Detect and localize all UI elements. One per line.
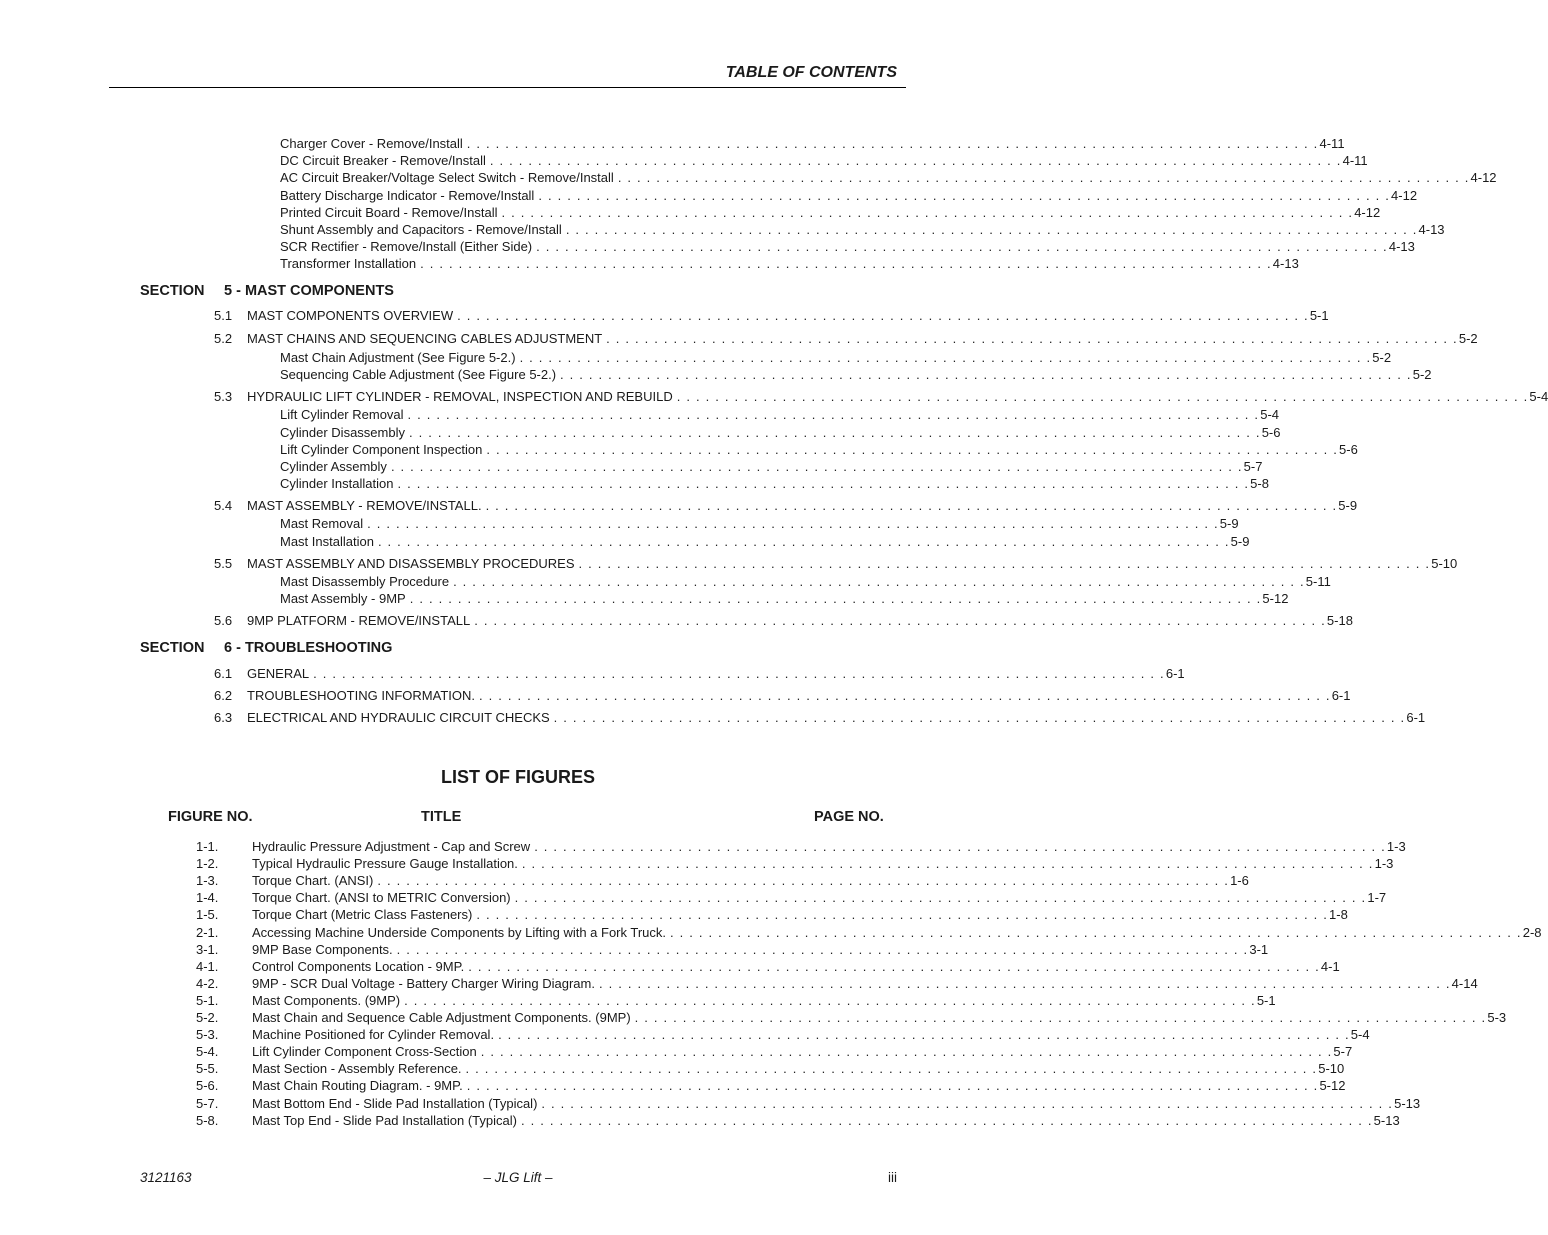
entry-title: Mast Chain Adjustment (See Figure 5-2.) — [280, 350, 516, 365]
figure-entry[interactable] — [196, 975, 1478, 994]
toc-subentry[interactable] — [280, 222, 1445, 240]
entry-title: Transformer Installation — [280, 256, 417, 271]
entry-number: 5.5 — [214, 556, 233, 571]
entry-number: 1-1. — [196, 839, 219, 854]
entry-title: Lift Cylinder Component Inspection — [280, 442, 483, 457]
entry-page: 5-4 — [1529, 389, 1548, 404]
toc-entry[interactable] — [214, 613, 1353, 631]
entry-page: 4-13 — [1272, 256, 1299, 271]
entry-number: 1-5. — [196, 907, 219, 923]
figure-entry[interactable] — [196, 1010, 1507, 1028]
dot-leader: . . . . . . . . . . . . . . . . . . . . . . . . . . . . . . . . . . . . . . . . . . . . . . . . . . . . . . . . . . . . . . . . . . . . . . . . . . . . . . . . . . . . . . . . . — [480, 1044, 1333, 1060]
entry-title: Mast Bottom End - Slide Pad Installation (Typical) — [252, 1095, 538, 1111]
entry-page: 4-1 — [1320, 958, 1340, 974]
figure-entry[interactable] — [196, 1061, 1345, 1079]
header-divider — [109, 87, 906, 88]
figure-entry[interactable] — [196, 941, 1269, 960]
dot-leader: . . . . . . . . . . . . . . . . . . . . . . . . . . . . . . . . . . . . . . . . . . . . . . . . . . . . . . . . . . . . . . . . . . . . . . . . . . . . . . . . . . . . . . . . . — [560, 367, 1412, 382]
entry-page: 5-6 — [1261, 425, 1281, 440]
entry-number: 5-3. — [196, 1027, 219, 1043]
entry-title: Hydraulic Pressure Adjustment - Cap and Screw — [252, 839, 531, 854]
entry-title: ELECTRICAL AND HYDRAULIC CIRCUIT CHECKS — [247, 710, 550, 725]
entry-title: AC Circuit Breaker/Voltage Select Switch - Remove/Install — [280, 170, 614, 185]
entry-title: Cylinder Assembly — [280, 459, 387, 474]
entry-title: SCR Rectifier - Remove/Install (Either Side) — [280, 239, 533, 254]
entry-title: Torque Chart. (ANSI) — [252, 873, 374, 889]
header-title: TABLE OF CONTENTS — [725, 64, 897, 81]
entry-title: Machine Positioned for Cylinder Removal. — [252, 1027, 495, 1043]
toc-entry[interactable] — [214, 556, 1458, 574]
toc-entry[interactable] — [214, 688, 1351, 706]
toc-subentry[interactable] — [280, 516, 1239, 534]
entry-number: 1-4. — [196, 890, 219, 906]
figure-entry[interactable] — [196, 873, 1249, 891]
entry-number: 6.3 — [214, 710, 233, 725]
toc-subentry[interactable] — [280, 170, 1497, 188]
entry-page: 4-12 — [1354, 205, 1381, 220]
toc-entry[interactable] — [214, 308, 1329, 326]
dot-leader: . . . . . . . . . . . . . . . . . . . . . . . . . . . . . . . . . . . . . . . . . . . . . . . . . . . . . . . . . . . . . . . . . . . . . . . . . . . . . . . . . . . . . . . . . — [474, 613, 1326, 628]
entry-page: 5-13 — [1394, 1095, 1421, 1111]
toc-subentry[interactable] — [280, 367, 1432, 385]
entry-page: 4-12 — [1391, 188, 1418, 203]
entry-page: 4-13 — [1418, 222, 1445, 237]
dot-leader: . . . . . . . . . . . . . . . . . . . . . . . . . . . . . . . . . . . . . . . . . . . . . . . . . . . . . . . . . . . . . . . . . . . . . . . . . . . . . . . . . . . . . . . . . — [420, 256, 1272, 271]
dot-leader: . . . . . . . . . . . . . . . . . . . . . . . . . . . . . . . . . . . . . . . . . . . . . . . . . . . . . . . . . . . . . . . . . . . . . . . . . . . . . . . . . . . . . . . . . — [465, 1061, 1318, 1077]
entry-title: MAST COMPONENTS OVERVIEW — [247, 308, 454, 323]
entry-number: 5-1. — [196, 992, 219, 1008]
figure-entry[interactable] — [196, 958, 1340, 977]
entry-page: 5-12 — [1262, 591, 1289, 606]
entry-title: Typical Hydraulic Pressure Gauge Installation. — [252, 856, 518, 872]
dot-leader: . . . . . . . . . . . . . . . . . . . . . . . . . . . . . . . . . . . . . . . . . . . . . . . . . . . . . . . . . . . . . . . . . . . . . . . . . . . . . . . . . . . . . . . . . — [485, 498, 1338, 513]
dot-leader: . . . . . . . . . . . . . . . . . . . . . . . . . . . . . . . . . . . . . . . . . . . . . . . . . . . . . . . . . . . . . . . . . . . . . . . . . . . . . . . . . . . . . . . . . — [553, 710, 1406, 725]
entry-page: 5-1 — [1309, 308, 1329, 323]
dot-leader: . . . . . . . . . . . . . . . . . . . . . . . . . . . . . . . . . . . . . . . . . . . . . . . . . . . . . . . . . . . . . . . . . . . . . . . . . . . . . . . . . . . . . . . . . — [408, 425, 1261, 440]
entry-title: MAST ASSEMBLY - REMOVE/INSTALL. — [247, 498, 482, 513]
entry-page: 5-2 — [1412, 367, 1432, 382]
section-6-heading[interactable] — [140, 640, 392, 656]
entry-title: DC Circuit Breaker - Remove/Install — [280, 153, 486, 168]
entry-title: Cylinder Disassembly — [280, 425, 405, 440]
entry-page: 5-4 — [1260, 407, 1280, 422]
dot-leader: . . . . . . . . . . . . . . . . . . . . . . . . . . . . . . . . . . . . . . . . . . . . . . . . . . . . . . . . . . . . . . . . . . . . . . . . . . . . . . . . . . . . . . . . . — [397, 476, 1250, 491]
entry-title: Sequencing Cable Adjustment (See Figure 5-2.) — [280, 367, 557, 382]
entry-page: 5-18 — [1326, 613, 1353, 628]
dot-leader: . . . . . . . . . . . . . . . . . . . . . . . . . . . . . . . . . . . . . . . . . . . . . . . . . . . . . . . . . . . . . . . . . . . . . . . . . . . . . . . . . . . . . . . . . — [453, 574, 1305, 589]
entry-title: Mast Chain Routing Diagram. - 9MP. — [252, 1078, 463, 1094]
dot-leader: . . . . . . . . . . . . . . . . . . . . . . . . . . . . . . . . . . . . . . . . . . . . . . . . . . . . . . . . . . . . . . . . . . . . . . . . . . . . . . . . . . . . . . . . . — [377, 534, 1230, 549]
entry-page: 5-7 — [1243, 459, 1263, 474]
entry-page: 5-8 — [1250, 476, 1269, 491]
entry-page: 1-3 — [1374, 856, 1394, 872]
entry-page: 5-12 — [1319, 1078, 1346, 1094]
section-title: 6 - TROUBLESHOOTING — [224, 640, 393, 656]
entry-title: 9MP Base Components. — [252, 941, 393, 957]
figure-entry[interactable] — [196, 992, 1276, 1011]
entry-number: 1-2. — [196, 856, 219, 872]
toc-subentry[interactable] — [280, 442, 1358, 460]
entry-page: 5-1 — [1256, 992, 1276, 1008]
page-number: iii — [888, 1170, 897, 1185]
entry-number: 1-3. — [196, 873, 219, 889]
section-5-heading[interactable] — [140, 283, 394, 299]
entry-number: 5-6. — [196, 1078, 219, 1094]
dot-leader: . . . . . . . . . . . . . . . . . . . . . . . . . . . . . . . . . . . . . . . . . . . . . . . . . . . . . . . . . . . . . . . . . . . . . . . . . . . . . . . . . . . . . . . . . — [676, 389, 1529, 404]
toc-subentry[interactable] — [280, 425, 1281, 443]
dot-leader: . . . . . . . . . . . . . . . . . . . . . . . . . . . . . . . . . . . . . . . . . . . . . . . . . . . . . . . . . . . . . . . . . . . . . . . . . . . . . . . . . . . . . . . . . — [520, 1112, 1373, 1128]
section-word: SECTION — [140, 283, 205, 299]
entry-number: 5.2 — [214, 331, 233, 346]
dot-leader: . . . . . . . . . . . . . . . . . . . . . . . . . . . . . . . . . . . . . . . . . . . . . . . . . . . . . . . . . . . . . . . . . . . . . . . . . . . . . . . . . . . . . . . . . — [501, 205, 1354, 220]
figure-entry[interactable] — [196, 924, 1542, 943]
toc-entry[interactable] — [214, 666, 1185, 684]
toc-entry[interactable] — [214, 710, 1426, 728]
entry-title: Torque Chart. (ANSI to METRIC Conversion) — [252, 890, 511, 906]
entry-number: 3-1. — [196, 941, 219, 957]
entry-number: 6.1 — [214, 666, 233, 681]
entry-title: GENERAL — [247, 666, 310, 681]
toc-subentry[interactable] — [280, 476, 1269, 494]
toc-subentry[interactable] — [280, 534, 1250, 552]
entry-page: 5-3 — [1487, 1010, 1507, 1025]
entry-page: 5-6 — [1339, 442, 1358, 457]
toc-subentry[interactable] — [280, 136, 1345, 154]
dot-leader: . . . . . . . . . . . . . . . . . . . . . . . . . . . . . . . . . . . . . . . . . . . . . . . . . . . . . . . . . . . . . . . . . . . . . . . . . . . . . . . . . . . . . . . . . — [617, 170, 1470, 185]
entry-title: Mast Removal — [280, 516, 364, 531]
entry-title: 9MP - SCR Dual Voltage - Battery Charger Wiring Diagram. — [252, 975, 595, 991]
entry-title: 9MP PLATFORM - REMOVE/INSTALL — [247, 613, 471, 628]
entry-page: 4-13 — [1388, 239, 1415, 254]
entry-title: Lift Cylinder Removal — [280, 407, 404, 422]
entry-title: HYDRAULIC LIFT CYLINDER - REMOVAL, INSPECTION AND REBUILD — [247, 389, 673, 404]
section-title: 5 - MAST COMPONENTS — [224, 283, 394, 299]
entry-page: 4-14 — [1451, 975, 1478, 991]
toc-subentry[interactable] — [280, 205, 1381, 223]
dot-leader: . . . . . . . . . . . . . . . . . . . . . . . . . . . . . . . . . . . . . . . . . . . . . . . . . . . . . . . . . . . . . . . . . . . . . . . . . . . . . . . . . . . . . . . . . — [565, 222, 1418, 237]
entry-number: 4-2. — [196, 975, 219, 991]
dot-leader: . . . . . . . . . . . . . . . . . . . . . . . . . . . . . . . . . . . . . . . . . . . . . . . . . . . . . . . . . . . . . . . . . . . . . . . . . . . . . . . . . . . . . . . . . — [466, 136, 1319, 151]
entry-page: 5-9 — [1230, 534, 1250, 549]
entry-number: 5.3 — [214, 389, 233, 404]
entry-page: 6-1 — [1331, 688, 1351, 703]
entry-page: 5-9 — [1219, 516, 1239, 531]
entry-title: Mast Assembly - 9MP — [280, 591, 406, 606]
entry-page: 4-11 — [1342, 153, 1368, 168]
entry-title: Mast Disassembly Procedure — [280, 574, 450, 589]
entry-page: 6-1 — [1406, 710, 1426, 725]
entry-title: Lift Cylinder Component Cross-Section — [252, 1044, 477, 1060]
entry-page: 5-4 — [1350, 1027, 1370, 1043]
entry-number: 5.6 — [214, 613, 233, 628]
dot-leader: . . . . . . . . . . . . . . . . . . . . . . . . . . . . . . . . . . . . . . . . . . . . . . . . . . . . . . . . . . . . . . . . . . . . . . . . . . . . . . . . . . . . . . . . . — [521, 856, 1374, 872]
entry-number: 5-4. — [196, 1044, 219, 1060]
dot-leader: . . . . . . . . . . . . . . . . . . . . . . . . . . . . . . . . . . . . . . . . . . . . . . . . . . . . . . . . . . . . . . . . . . . . . . . . . . . . . . . . . . . . . . . . . — [606, 331, 1458, 346]
entry-title: Control Components Location - 9MP. — [252, 958, 465, 974]
dot-leader: . . . . . . . . . . . . . . . . . . . . . . . . . . . . . . . . . . . . . . . . . . . . . . . . . . . . . . . . . . . . . . . . . . . . . . . . . . . . . . . . . . . . . . . . . — [390, 459, 1243, 474]
entry-page: 5-13 — [1373, 1112, 1400, 1128]
dot-leader: . . . . . . . . . . . . . . . . . . . . . . . . . . . . . . . . . . . . . . . . . . . . . . . . . . . . . . . . . . . . . . . . . . . . . . . . . . . . . . . . . . . . . . . . . — [367, 516, 1219, 531]
figure-entry[interactable] — [196, 1078, 1346, 1096]
entry-page: 4-12 — [1470, 170, 1497, 185]
dot-leader: . . . . . . . . . . . . . . . . . . . . . . . . . . . . . . . . . . . . . . . . . . . . . . . . . . . . . . . . . . . . . . . . . . . . . . . . . . . . . . . . . . . . . . . . . — [409, 591, 1262, 606]
entry-page: 5-10 — [1318, 1061, 1345, 1077]
toc-subentry[interactable] — [280, 407, 1280, 425]
dot-leader: . . . . . . . . . . . . . . . . . . . . . . . . . . . . . . . . . . . . . . . . . . . . . . . . . . . . . . . . . . . . . . . . . . . . . . . . . . . . . . . . . . . . . . . . . — [466, 1078, 1319, 1094]
entry-number: 6.2 — [214, 688, 233, 703]
entry-page: 2-8 — [1522, 924, 1542, 940]
dot-leader: . . . . . . . . . . . . . . . . . . . . . . . . . . . . . . . . . . . . . . . . . . . . . . . . . . . . . . . . . . . . . . . . . . . . . . . . . . . . . . . . . . . . . . . . . — [457, 308, 1309, 323]
figure-entry[interactable] — [196, 1044, 1353, 1062]
entry-title: TROUBLESHOOTING INFORMATION. — [247, 688, 475, 703]
entry-title: Shunt Assembly and Capacitors - Remove/Install — [280, 222, 562, 237]
section-word: SECTION — [140, 640, 205, 656]
dot-leader: . . . . . . . . . . . . . . . . . . . . . . . . . . . . . . . . . . . . . . . . . . . . . . . . . . . . . . . . . . . . . . . . . . . . . . . . . . . . . . . . . . . . . . . . . — [536, 239, 1388, 254]
toc-subentry[interactable] — [280, 188, 1418, 206]
entry-page: 3-1 — [1249, 941, 1269, 957]
entry-number: 4-1. — [196, 958, 219, 974]
dot-leader: . . . . . . . . . . . . . . . . . . . . . . . . . . . . . . . . . . . . . . . . . . . . . . . . . . . . . . . . . . . . . . . . . . . . . . . . . . . . . . . . . . . . . . . . . — [578, 556, 1431, 571]
dot-leader: . . . . . . . . . . . . . . . . . . . . . . . . . . . . . . . . . . . . . . . . . . . . . . . . . . . . . . . . . . . . . . . . . . . . . . . . . . . . . . . . . . . . . . . . . — [486, 442, 1339, 457]
entry-page: 5-9 — [1338, 498, 1358, 513]
entry-title: Mast Section - Assembly Reference. — [252, 1061, 462, 1077]
entry-title: Mast Components. (9MP) — [252, 992, 401, 1008]
entry-number: 5.4 — [214, 498, 233, 513]
dot-leader: . . . . . . . . . . . . . . . . . . . . . . . . . . . . . . . . . . . . . . . . . . . . . . . . . . . . . . . . . . . . . . . . . . . . . . . . . . . . . . . . . . . . . . . . . — [634, 1010, 1487, 1025]
title-column-header: TITLE — [421, 809, 462, 825]
entry-page: 5-11 — [1305, 574, 1331, 589]
figure-entry[interactable] — [196, 839, 1406, 857]
dot-leader: . . . . . . . . . . . . . . . . . . . . . . . . . . . . . . . . . . . . . . . . . . . . . . . . . . . . . . . . . . . . . . . . . . . . . . . . . . . . . . . . . . . . . . . . . — [407, 407, 1260, 422]
entry-number: 5.1 — [214, 308, 233, 323]
entry-title: MAST CHAINS AND SEQUENCING CABLES ADJUSTMENT — [247, 331, 603, 346]
dot-leader: . . . . . . . . . . . . . . . . . . . . . . . . . . . . . . . . . . . . . . . . . . . . . . . . . . . . . . . . . . . . . . . . . . . . . . . . . . . . . . . . . . . . . . . . . — [598, 975, 1451, 991]
dot-leader: . . . . . . . . . . . . . . . . . . . . . . . . . . . . . . . . . . . . . . . . . . . . . . . . . . . . . . . . . . . . . . . . . . . . . . . . . . . . . . . . . . . . . . . . . — [541, 1095, 1394, 1111]
entry-page: 1-7 — [1367, 890, 1387, 906]
figure-entry[interactable] — [196, 1112, 1400, 1131]
figure-entry[interactable] — [196, 907, 1348, 925]
figure-entry[interactable] — [196, 1027, 1370, 1045]
dot-leader: . . . . . . . . . . . . . . . . . . . . . . . . . . . . . . . . . . . . . . . . . . . . . . . . . . . . . . . . . . . . . . . . . . . . . . . . . . . . . . . . . . . . . . . . . — [377, 873, 1230, 889]
entry-title: Charger Cover - Remove/Install — [280, 136, 463, 151]
entry-title: Mast Top End - Slide Pad Installation (Typical) — [252, 1112, 517, 1128]
toc-entry[interactable] — [214, 498, 1358, 516]
entry-page: 1-3 — [1386, 839, 1406, 854]
figure-entry[interactable] — [196, 856, 1394, 874]
toc-subentry[interactable] — [280, 239, 1415, 257]
dot-leader: . . . . . . . . . . . . . . . . . . . . . . . . . . . . . . . . . . . . . . . . . . . . . . . . . . . . . . . . . . . . . . . . . . . . . . . . . . . . . . . . . . . . . . . . . — [476, 907, 1329, 923]
entry-title: Mast Installation — [280, 534, 374, 549]
dot-leader: . . . . . . . . . . . . . . . . . . . . . . . . . . . . . . . . . . . . . . . . . . . . . . . . . . . . . . . . . . . . . . . . . . . . . . . . . . . . . . . . . . . . . . . . . — [498, 1027, 1350, 1043]
toc-subentry[interactable] — [280, 350, 1392, 368]
dot-leader: . . . . . . . . . . . . . . . . . . . . . . . . . . . . . . . . . . . . . . . . . . . . . . . . . . . . . . . . . . . . . . . . . . . . . . . . . . . . . . . . . . . . . . . . . — [538, 188, 1391, 203]
entry-page: 5-2 — [1372, 350, 1392, 365]
dot-leader: . . . . . . . . . . . . . . . . . . . . . . . . . . . . . . . . . . . . . . . . . . . . . . . . . . . . . . . . . . . . . . . . . . . . . . . . . . . . . . . . . . . . . . . . . — [514, 890, 1367, 906]
entry-title: Battery Discharge Indicator - Remove/Install — [280, 188, 535, 203]
toc-subentry[interactable] — [280, 459, 1263, 477]
entry-title: MAST ASSEMBLY AND DISASSEMBLY PROCEDURES — [247, 556, 575, 571]
entry-number: 5-2. — [196, 1010, 219, 1025]
entry-page: 1-6 — [1230, 873, 1249, 889]
footer-publisher: – JLG Lift – — [483, 1170, 553, 1185]
entry-page: 6-1 — [1165, 666, 1185, 681]
entry-page: 5-10 — [1431, 556, 1458, 571]
entry-title: Mast Chain and Sequence Cable Adjustment Components. (9MP) — [252, 1010, 631, 1025]
dot-leader: . . . . . . . . . . . . . . . . . . . . . . . . . . . . . . . . . . . . . . . . . . . . . . . . . . . . . . . . . . . . . . . . . . . . . . . . . . . . . . . . . . . . . . . . . — [404, 992, 1256, 1008]
entry-page: 4-11 — [1319, 136, 1345, 151]
entry-title: Cylinder Installation — [280, 476, 394, 491]
entry-number: 5-7. — [196, 1095, 219, 1111]
document-number: 3121163 — [140, 1170, 192, 1185]
entry-title: Printed Circuit Board - Remove/Install — [280, 205, 498, 220]
toc-entry[interactable] — [214, 331, 1478, 349]
list-of-figures-title: LIST OF FIGURES — [440, 767, 595, 787]
dot-leader: . . . . . . . . . . . . . . . . . . . . . . . . . . . . . . . . . . . . . . . . . . . . . . . . . . . . . . . . . . . . . . . . . . . . . . . . . . . . . . . . . . . . . . . . . — [468, 958, 1320, 974]
entry-page: 5-7 — [1333, 1044, 1353, 1060]
entry-number: 5-5. — [196, 1061, 219, 1077]
entry-title: Accessing Machine Underside Components by Lifting with a Fork Truck. — [252, 924, 667, 940]
dot-leader: . . . . . . . . . . . . . . . . . . . . . . . . . . . . . . . . . . . . . . . . . . . . . . . . . . . . . . . . . . . . . . . . . . . . . . . . . . . . . . . . . . . . . . . . . — [670, 924, 1522, 940]
page-number-column-header: PAGE NO. — [814, 809, 884, 825]
dot-leader: . . . . . . . . . . . . . . . . . . . . . . . . . . . . . . . . . . . . . . . . . . . . . . . . . . . . . . . . . . . . . . . . . . . . . . . . . . . . . . . . . . . . . . . . . — [534, 839, 1386, 854]
dot-leader: . . . . . . . . . . . . . . . . . . . . . . . . . . . . . . . . . . . . . . . . . . . . . . . . . . . . . . . . . . . . . . . . . . . . . . . . . . . . . . . . . . . . . . . . . — [479, 688, 1331, 703]
figure-number-column-header: FIGURE NO. — [168, 809, 253, 825]
toc-subentry[interactable] — [280, 574, 1331, 592]
figure-entry[interactable] — [196, 890, 1387, 908]
dot-leader: . . . . . . . . . . . . . . . . . . . . . . . . . . . . . . . . . . . . . . . . . . . . . . . . . . . . . . . . . . . . . . . . . . . . . . . . . . . . . . . . . . . . . . . . . — [396, 941, 1249, 957]
dot-leader: . . . . . . . . . . . . . . . . . . . . . . . . . . . . . . . . . . . . . . . . . . . . . . . . . . . . . . . . . . . . . . . . . . . . . . . . . . . . . . . . . . . . . . . . . — [519, 350, 1372, 365]
toc-subentry[interactable] — [280, 153, 1368, 171]
entry-number: 5-8. — [196, 1112, 219, 1128]
entry-page: 1-8 — [1329, 907, 1348, 923]
dot-leader: . . . . . . . . . . . . . . . . . . . . . . . . . . . . . . . . . . . . . . . . . . . . . . . . . . . . . . . . . . . . . . . . . . . . . . . . . . . . . . . . . . . . . . . . . — [313, 666, 1165, 681]
dot-leader: . . . . . . . . . . . . . . . . . . . . . . . . . . . . . . . . . . . . . . . . . . . . . . . . . . . . . . . . . . . . . . . . . . . . . . . . . . . . . . . . . . . . . . . . . — [489, 153, 1342, 168]
entry-number: 2-1. — [196, 924, 219, 940]
entry-page: 5-2 — [1458, 331, 1478, 346]
toc-subentry[interactable] — [280, 591, 1289, 609]
toc-entry[interactable] — [214, 389, 1548, 407]
toc-subentry[interactable] — [280, 256, 1299, 274]
figure-entry[interactable] — [196, 1095, 1421, 1114]
entry-title: Torque Chart (Metric Class Fasteners) — [252, 907, 473, 923]
